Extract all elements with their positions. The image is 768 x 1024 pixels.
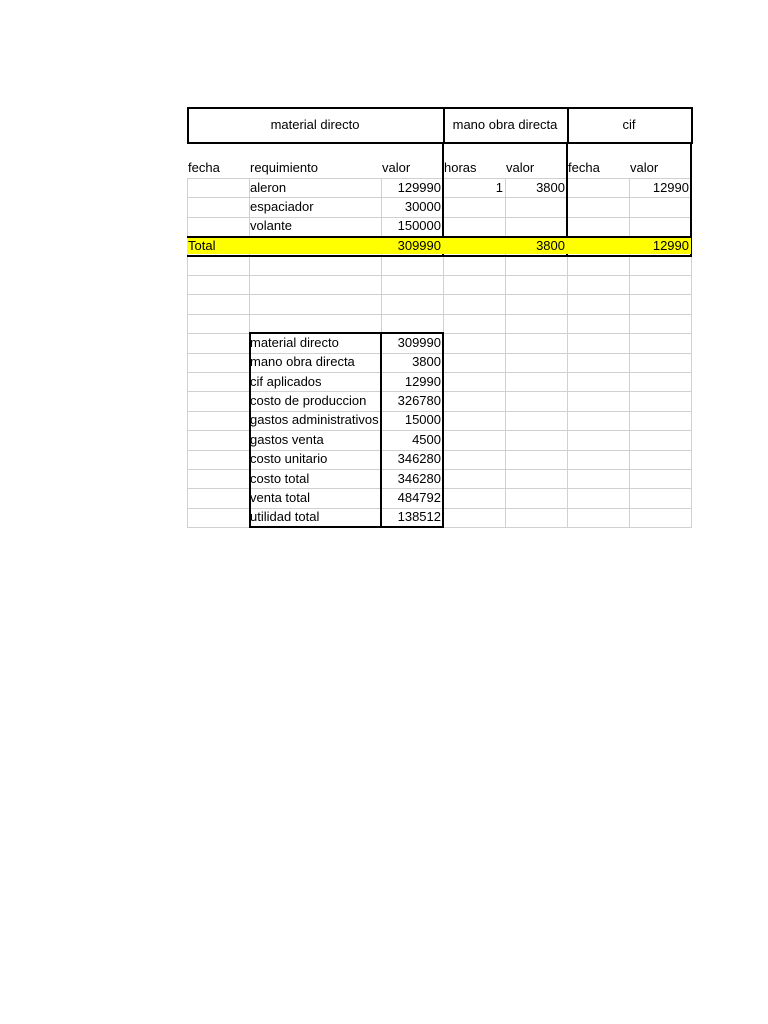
summary-label: venta total (250, 489, 310, 505)
summary-border-vertical (380, 332, 382, 528)
item-valor-mo: 3800 (536, 179, 565, 195)
col-header-horas: horas (444, 160, 477, 175)
gridline-horizontal (187, 294, 692, 295)
summary-label: costo total (250, 470, 310, 486)
summary-border-bottom (249, 526, 444, 528)
summary-label: utilidad total (250, 509, 320, 525)
summary-value: 326780 (397, 392, 441, 408)
col-header-fecha-cif: fecha (568, 160, 600, 175)
item-valor-cif: 12990 (652, 179, 689, 195)
summary-label: mano obra directa (250, 354, 355, 370)
summary-value: 484792 (397, 489, 441, 505)
gridline-horizontal (187, 275, 692, 276)
summary-label: gastos venta (250, 431, 324, 447)
summary-value: 138512 (397, 509, 441, 525)
total-valor-cif: 12990 (652, 237, 689, 253)
summary-label: costo unitario (250, 451, 328, 467)
total-border-bottom (187, 255, 692, 257)
item-name: volante (250, 218, 292, 234)
item-horas: 1 (495, 179, 503, 195)
gridline-horizontal (187, 488, 692, 489)
summary-label: cif aplicados (250, 373, 322, 389)
total-label: Total (188, 237, 216, 253)
summary-value: 4500 (412, 431, 441, 447)
col-header-valor-md: valor (382, 160, 411, 175)
item-valor: 30000 (404, 198, 441, 214)
header-border-vertical (691, 107, 693, 144)
summary-border-top (249, 332, 444, 334)
header-border-top (187, 107, 692, 109)
summary-value: 15000 (404, 412, 441, 428)
col-header-valor-mo: valor (506, 160, 535, 175)
item-valor: 129990 (397, 179, 441, 195)
header-border-bottom (187, 142, 692, 144)
col-header-valor-cif: valor (630, 160, 659, 175)
gridline-horizontal (187, 391, 692, 392)
header-cif: cif (622, 116, 636, 132)
summary-value: 3800 (412, 354, 441, 370)
summary-value: 12990 (404, 373, 441, 389)
header-material-directo: material directo (270, 116, 360, 132)
summary-value: 346280 (397, 451, 441, 467)
summary-label: costo de produccion (250, 392, 367, 408)
summary-label: gastos administrativos (250, 412, 379, 428)
item-name: espaciador (250, 198, 314, 214)
item-valor: 150000 (397, 218, 441, 234)
summary-label: material directo (250, 334, 339, 350)
header-mano-obra-directa: mano obra directa (452, 116, 558, 132)
summary-value: 346280 (397, 470, 441, 486)
summary-border-vertical (442, 332, 444, 528)
total-valor-mo: 3800 (536, 237, 565, 253)
col-header-requimiento: requimiento (250, 160, 318, 175)
summary-value: 309990 (397, 334, 441, 350)
gridline-horizontal (187, 314, 692, 315)
item-name: aleron (250, 179, 287, 195)
gridline-horizontal (187, 197, 692, 198)
total-valor-md: 309990 (397, 237, 441, 253)
col-header-fecha: fecha (188, 160, 220, 175)
